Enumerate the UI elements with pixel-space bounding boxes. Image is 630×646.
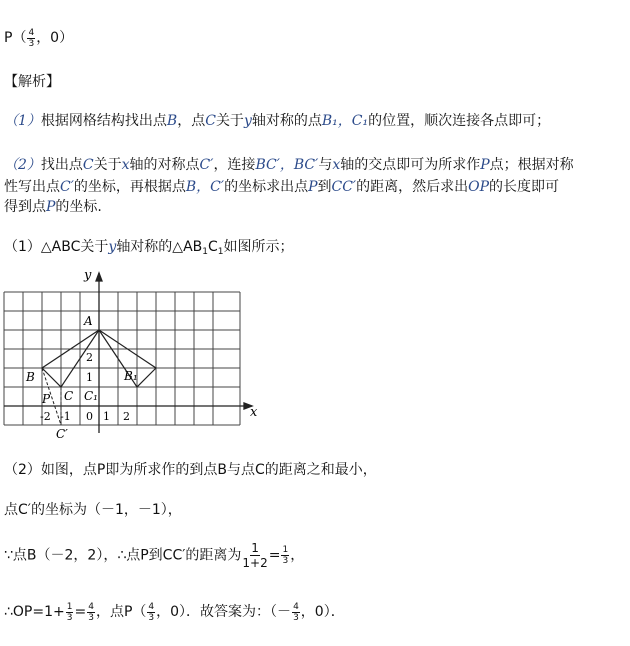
para2-text: 轴的交点即可为所求作 [340,157,481,173]
final-text: ∴OP=1+ [4,604,65,620]
frac-num: 1 [251,541,259,555]
point-C1-label: C₁ [84,389,98,403]
equals-sign: = [268,547,281,564]
fraction-one-third [66,602,74,623]
x-axis-label: x [250,405,258,420]
y-axis-label: y [84,268,92,283]
frac-num: 4 [88,601,94,612]
para1-text: 的位置，顺次连接各点即可； [368,113,551,129]
axis-label: x [121,157,130,173]
para2-text: 的坐标求出点 [224,179,309,195]
frac-num: 4 [293,601,299,612]
subscript: 1 [217,247,224,257]
distance-fraction [242,541,267,570]
para2-text: 的长度即可 [489,179,560,195]
analysis-paragraph-1 [4,110,550,130]
cprime-coordinate-line: 点C′的坐标为（－1，－1）， [4,502,182,518]
point-label: C [205,113,216,129]
para1-text: ，点 [177,113,206,129]
analysis-title: 【解析】 [4,74,60,90]
para2-text: 的距离，然后求出 [356,179,469,195]
frac-den: 3 [28,38,35,49]
frac-num: 4 [28,27,35,38]
point-label: C [82,157,94,173]
answer-prefix: P（ [4,30,27,46]
para2-text: 与 [318,157,333,173]
fraction-four-thirds [292,602,300,623]
axis-label: y [243,113,252,129]
tick-x-neg2: -2 [40,410,51,423]
point-label: P [46,199,56,215]
equals-sign: = [74,604,87,620]
analysis-paragraph-2-line-3 [4,196,102,216]
sol1-text: C [208,239,218,255]
point-B1-label: B₁ [124,369,138,383]
point-label: B₁，C₁ [321,113,369,129]
answer-fraction [27,28,35,49]
final-text: ，0）．故答案为：（－ [156,604,292,620]
para2-text: 找出点 [40,157,83,173]
tick-x-2: 2 [123,410,130,423]
subscript: 1 [202,247,208,257]
para2-text: 轴的对称点 [129,157,200,173]
solution-1 [4,236,294,257]
frac-den: 3 [293,612,299,623]
point-label: C′ [60,179,74,195]
grid-lines [4,292,240,425]
top-answer [4,27,73,49]
frac-den: 3 [148,612,155,623]
sol1-text: 如图所示； [223,239,294,255]
result-fraction [281,545,289,566]
para2-text: 点；根据对称 [489,157,574,173]
answer-suffix: ，0） [36,30,74,46]
frac-num: 4 [148,601,155,612]
frac-den: 1+2 [242,556,268,570]
point-P-label: P [42,392,51,406]
frac-den: 3 [66,612,73,623]
distance-tail: ， [290,547,305,564]
para1-text: 根据网格结构找出点 [40,113,167,129]
tick-y-2: 2 [86,351,93,364]
point-B-label: B [26,370,35,384]
axis-label: y [108,239,117,255]
para2-text: ，连接 [213,157,256,173]
fraction-four-thirds [147,602,155,623]
point-label: B [166,113,178,129]
coordinate-grid-figure [0,265,265,440]
distance-text: ∵点B（－2，2），∴点P到CC′的距离为 [4,547,242,564]
segment-label: BC′，BC′ [255,157,319,173]
point-label: B，C′ [185,179,225,195]
para1-lead: （1） [4,113,41,129]
frac-num: 1 [282,545,289,555]
frac-num: 1 [66,601,73,612]
para2-lead: （2） [4,157,41,173]
segment-label: OP [468,179,490,195]
point-label: P [480,157,490,173]
analysis-paragraph-2-line-1 [4,154,574,174]
axis-label: x [332,157,341,173]
para1-text: 关于 [215,113,244,129]
solution-2: （2）如图，点P即为所求作的到点B与点C的距离之和最小， [4,462,377,478]
point-label: P [308,179,318,195]
point-Cprime-label: C′ [56,427,68,440]
para2-text: 到 [317,179,332,195]
tick-y-1: 1 [86,371,93,384]
final-text: ，0）． [300,604,345,620]
segment-label: CC′ [331,179,357,195]
para2-text: 性写出点 [4,179,60,195]
tick-x-0: 0 [86,410,93,423]
sol1-text: 轴对称的△AB [116,239,203,255]
point-label: C′ [199,157,214,173]
para1-text: 轴对称的点 [251,113,322,129]
final-answer-line [4,601,345,623]
para2-text: 的坐标，再根据点 [73,179,186,195]
para2-text: 的坐标. [55,199,102,215]
tick-x-1: 1 [103,410,110,423]
final-text: ，点P（ [95,604,147,620]
sol1-text: （1）△ABC关于 [4,239,109,255]
distance-line [4,541,304,570]
analysis-paragraph-2-line-2 [4,176,559,196]
point-A-label: A [84,314,93,328]
point-C-label: C [64,389,74,403]
frac-den: 3 [88,612,94,623]
para2-text: 关于 [93,157,122,173]
frac-den: 3 [282,556,289,566]
para2-text: 得到点 [4,199,46,215]
tick-x-neg1: -1 [60,410,71,423]
fraction-four-thirds [87,602,95,623]
axes [4,273,252,433]
